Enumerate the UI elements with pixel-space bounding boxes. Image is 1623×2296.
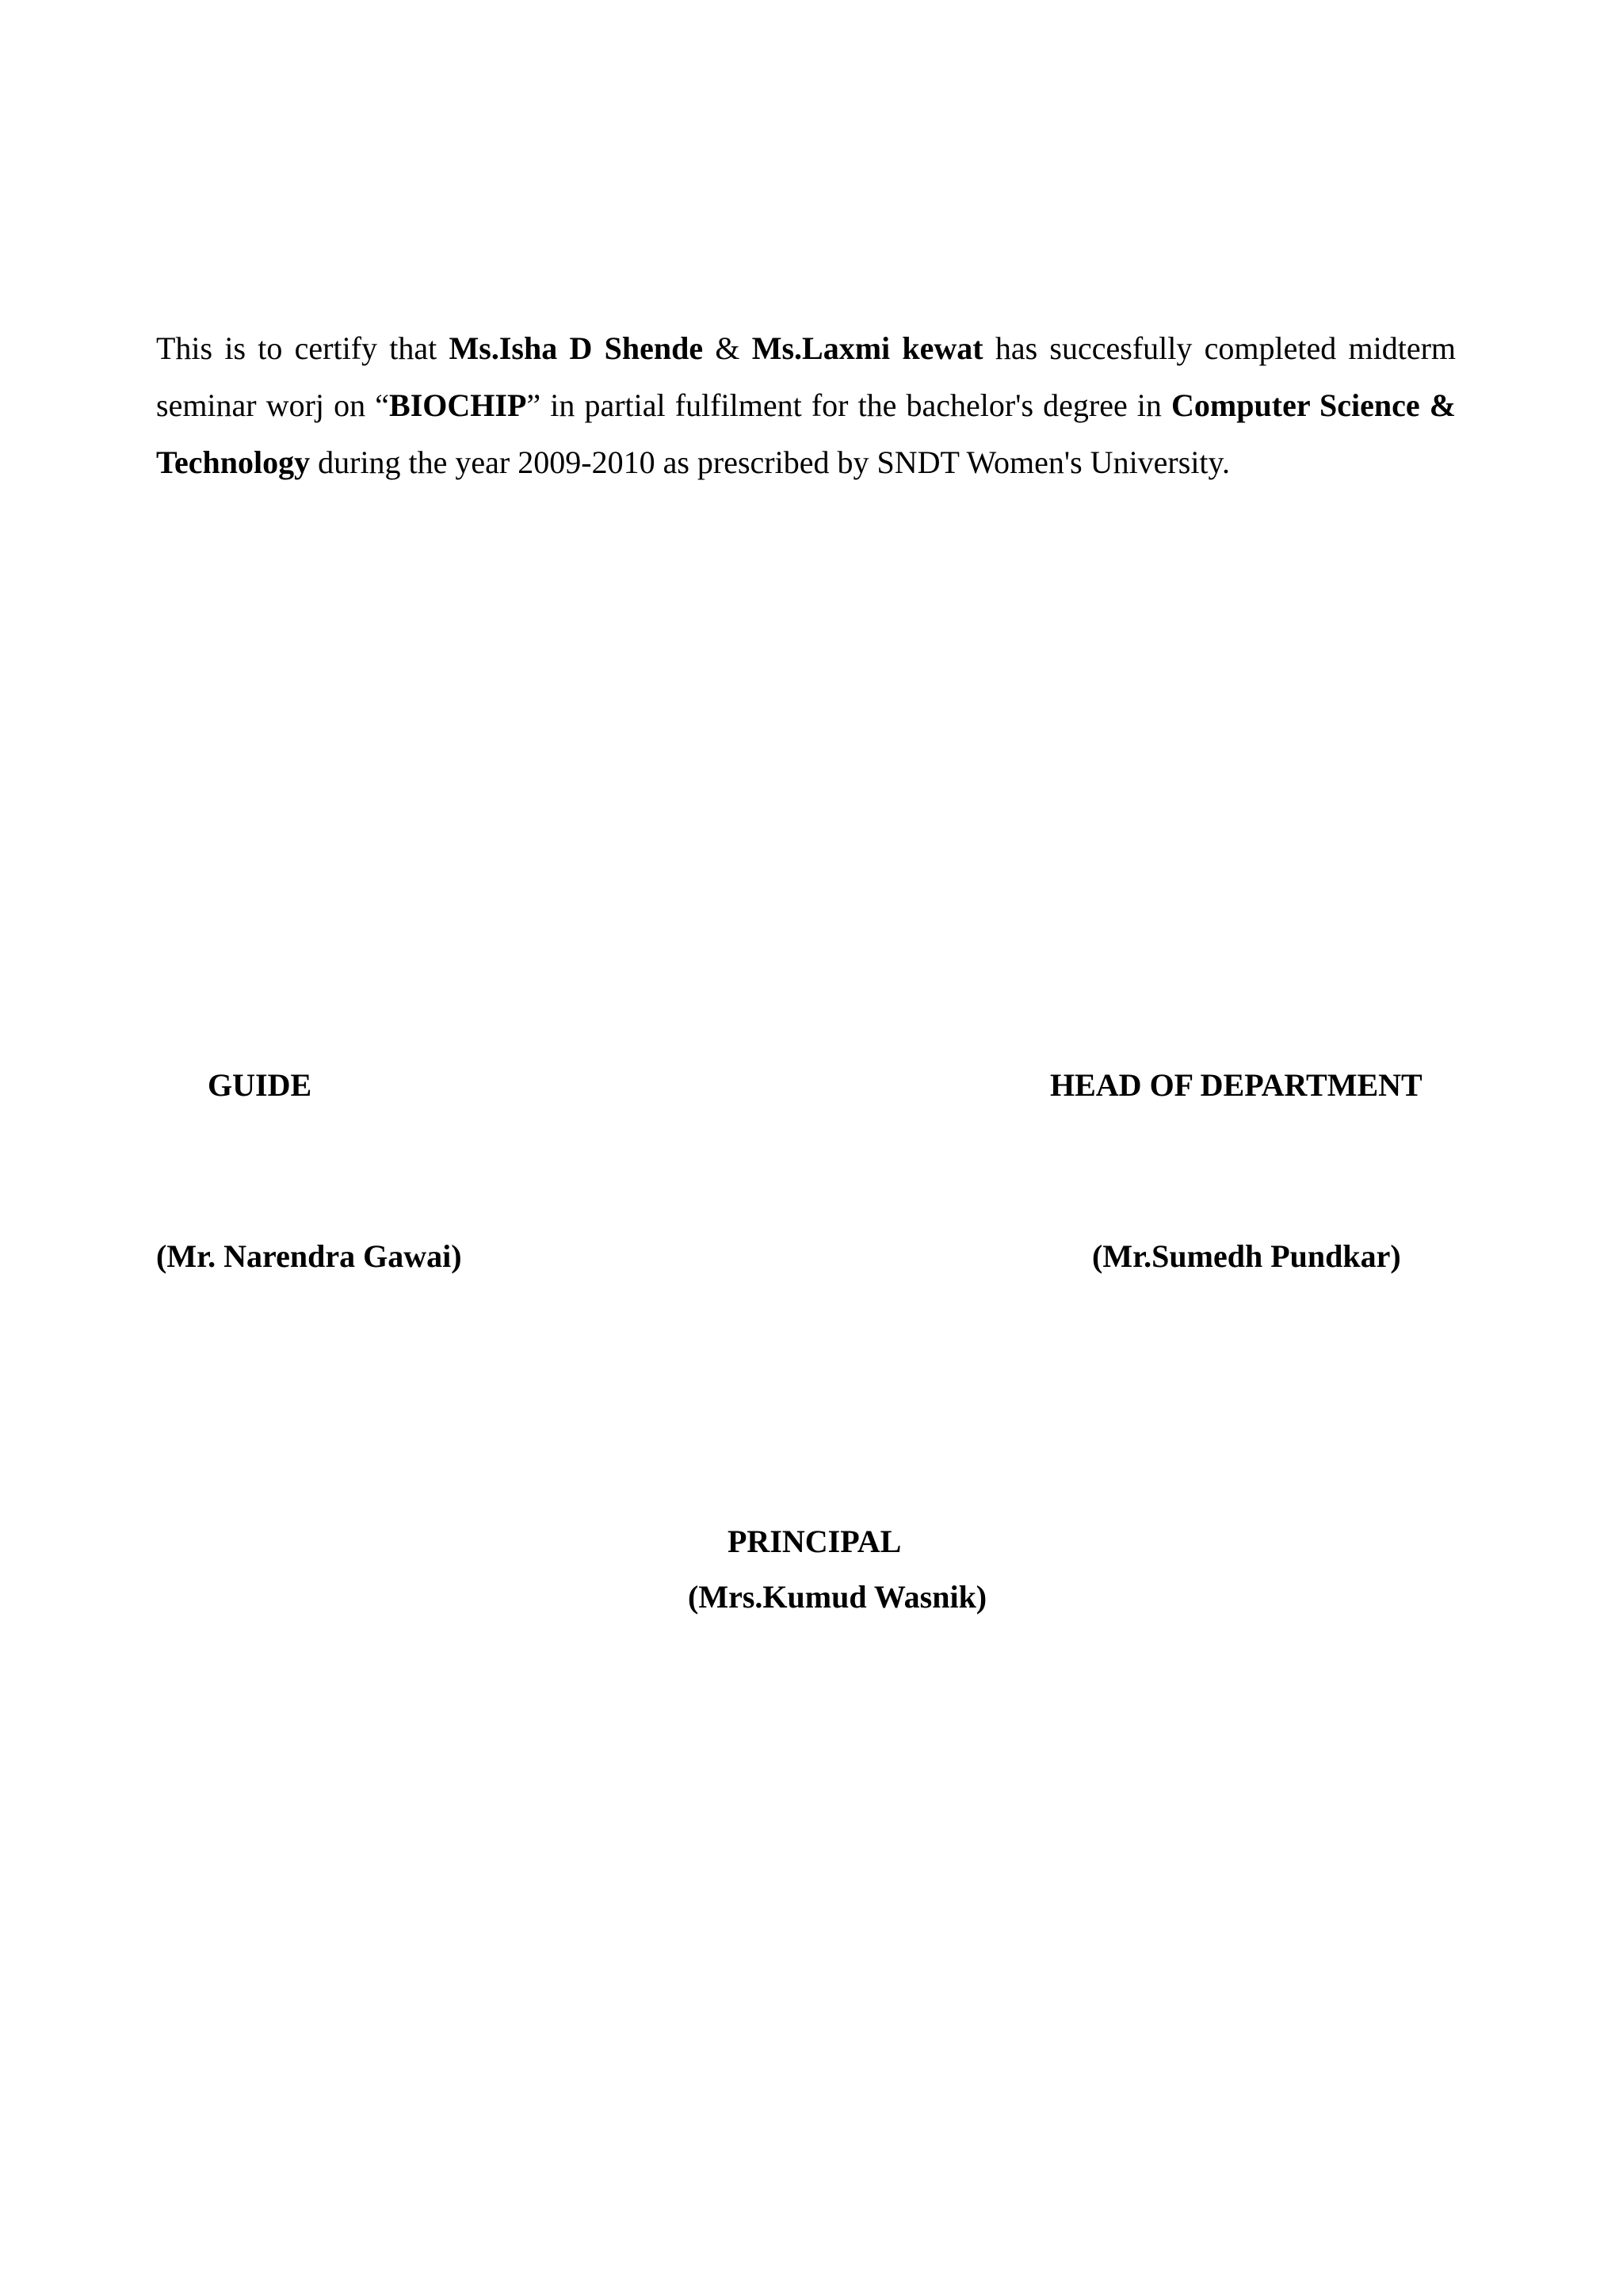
seminar-topic: BIOCHIP	[389, 387, 527, 423]
degree-name: Computer Science & Technology	[156, 387, 1457, 480]
certificate-text-fulfilment: ” in partial fulfilment for the bachelor's degree in	[526, 387, 1172, 423]
hod-title: HEAD OF DEPARTMENT	[1050, 1067, 1423, 1103]
certificate-text-and: &	[703, 330, 752, 366]
principal-name: (Mrs.Kumud Wasnik)	[688, 1579, 987, 1615]
principal-title: PRINCIPAL	[727, 1524, 902, 1559]
certificate-text-intro: This is to certify that	[156, 330, 449, 366]
guide-name: (Mr. Narendra Gawai)	[156, 1238, 462, 1274]
hod-name: (Mr.Sumedh Pundkar)	[1092, 1238, 1401, 1274]
student-name-1: Ms.Isha D Shende	[449, 330, 704, 366]
certificate-text-year: during the year 2009-2010 as prescribed by SNDT Women's University.	[310, 444, 1230, 480]
guide-title: GUIDE	[208, 1067, 312, 1103]
certificate-text-completed: has succesfully completed midterm seminar worj on “	[156, 330, 1456, 423]
certificate-paragraph	[156, 320, 1456, 491]
student-name-2: Ms.Laxmi kewat	[751, 330, 983, 366]
